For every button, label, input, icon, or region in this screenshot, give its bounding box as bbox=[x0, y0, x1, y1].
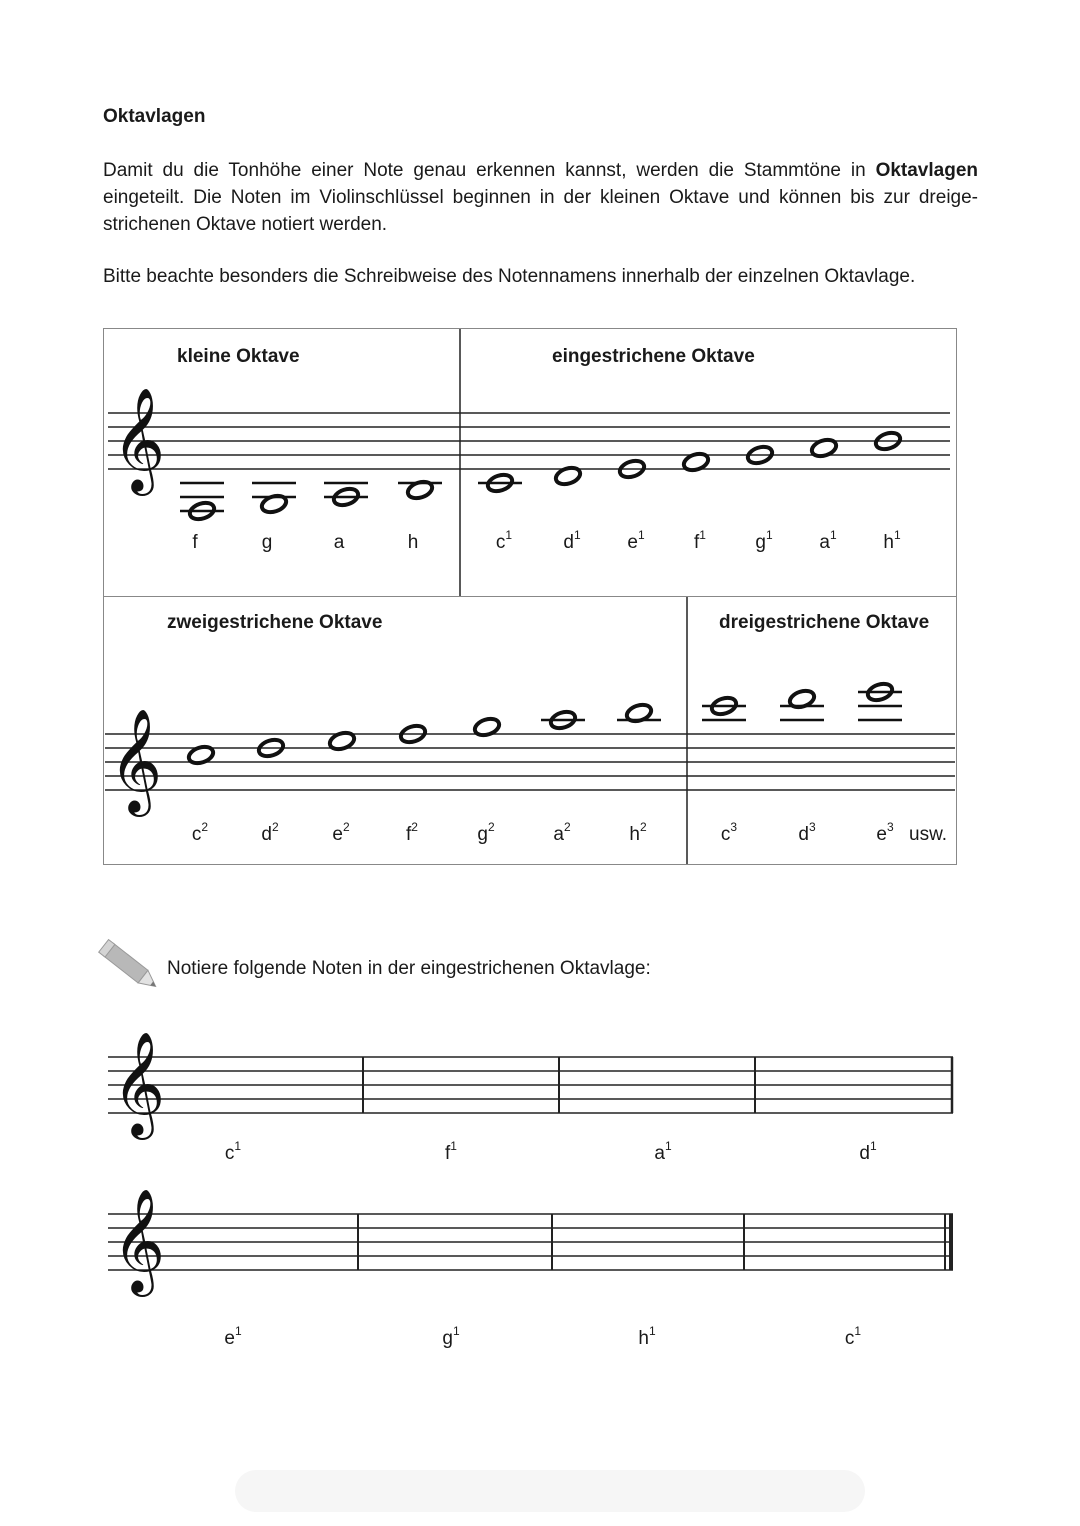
intro-text-start: Damit du die Tonhöhe einer Note genau erkennen kannst, werden die Stammtöne in bbox=[103, 160, 876, 181]
pencil-icon bbox=[99, 940, 161, 993]
table-bottom-frame bbox=[104, 597, 957, 865]
notes-layer bbox=[180, 430, 902, 766]
hint-paragraph: Bitte beachte besonders die Schreibweise des Notennamens innerhalb der einzelnen Oktavlage. bbox=[103, 266, 916, 287]
note-label-e1 bbox=[627, 528, 645, 553]
note-label-c3 bbox=[721, 820, 738, 845]
note-label-h2 bbox=[629, 820, 647, 845]
note-label-g1 bbox=[442, 1324, 460, 1349]
note-label-c2 bbox=[192, 820, 209, 845]
note-label-e1 bbox=[224, 1324, 242, 1349]
octave-mark: 1 bbox=[869, 1139, 877, 1153]
note-name: a bbox=[553, 824, 564, 845]
note-label-d1 bbox=[563, 528, 581, 553]
whole-note-f bbox=[180, 483, 224, 522]
intro-text-end: eingeteilt. Die Noten im Violinschlüssel beginnen in der kleinen Oktave und können bis zur dreige-strichenen Oktave notiert werden. bbox=[103, 187, 978, 235]
octave-mark: 1 bbox=[699, 528, 706, 542]
note-name: e bbox=[332, 824, 343, 845]
note-label-f2 bbox=[406, 820, 418, 845]
octave-mark: 1 bbox=[648, 1324, 656, 1338]
octave-mark: 2 bbox=[201, 820, 209, 834]
staff-2 bbox=[105, 734, 955, 790]
note-name: g bbox=[477, 824, 488, 845]
note-label-d2 bbox=[261, 820, 279, 845]
note-label-e3 bbox=[876, 820, 894, 845]
note-name: d bbox=[859, 1143, 870, 1164]
note-name: d bbox=[798, 824, 809, 845]
octave-mark: 1 bbox=[450, 1139, 457, 1153]
note-label-g1 bbox=[755, 528, 773, 553]
note-name: a bbox=[654, 1143, 665, 1164]
note-name: c bbox=[224, 1143, 235, 1164]
note-name: h bbox=[407, 532, 419, 553]
octave-mark: 2 bbox=[411, 820, 418, 834]
octave-mark: 1 bbox=[893, 528, 901, 542]
whole-note-c3 bbox=[702, 695, 746, 720]
whole-note-d3 bbox=[780, 688, 824, 720]
octave-mark: 1 bbox=[637, 528, 645, 542]
title-dreigestrichene-oktave: dreigestrichene Oktave bbox=[719, 612, 930, 633]
note-name: g bbox=[261, 532, 273, 553]
note-name: g bbox=[442, 1328, 453, 1349]
table-top-frame bbox=[104, 329, 957, 597]
labels-layer bbox=[192, 528, 947, 1349]
note-label-h1 bbox=[638, 1324, 656, 1349]
octave-mark: 1 bbox=[854, 1324, 862, 1338]
whole-note-a bbox=[324, 483, 368, 508]
title-eingestrichene-oktave: eingestrichene Oktave bbox=[552, 346, 755, 367]
whole-note-e3 bbox=[858, 681, 902, 720]
page-title: Oktavlagen bbox=[103, 106, 206, 127]
octave-mark: 1 bbox=[234, 1139, 242, 1153]
note-label-a bbox=[334, 532, 345, 553]
note-label-h bbox=[408, 532, 419, 553]
octave-mark: 1 bbox=[765, 528, 773, 542]
octave-mark: 1 bbox=[829, 528, 837, 542]
whole-note-c1 bbox=[478, 472, 522, 494]
note-name: h bbox=[629, 824, 640, 845]
title-zweigestrichene-oktave: zweigestrichene Oktave bbox=[167, 612, 383, 633]
note-label-f bbox=[192, 532, 198, 553]
note-label-d1 bbox=[859, 1139, 877, 1164]
note-name: a bbox=[819, 532, 830, 553]
octave-mark: 3 bbox=[808, 820, 816, 834]
whole-note-h bbox=[398, 479, 442, 501]
note-label-c1 bbox=[225, 1139, 242, 1164]
note-name: f bbox=[694, 532, 700, 553]
whole-note-a2 bbox=[541, 709, 585, 731]
note-label-c1 bbox=[496, 528, 513, 553]
note-name: e bbox=[876, 824, 887, 845]
note-label-a1 bbox=[654, 1139, 672, 1164]
note-label-f1 bbox=[694, 528, 706, 553]
note-label-g bbox=[262, 532, 273, 553]
note-label-h1 bbox=[883, 528, 901, 553]
note-label-e2 bbox=[332, 820, 350, 845]
note-name: h bbox=[883, 532, 894, 553]
exercise-staff-2 bbox=[108, 1214, 953, 1270]
octave-mark: 1 bbox=[452, 1324, 460, 1338]
exercise-instruction: Notiere folgende Noten in der eingestrichenen Oktavlage: bbox=[167, 958, 651, 979]
octave-mark: 3 bbox=[730, 820, 738, 834]
octave-mark: 1 bbox=[234, 1324, 242, 1338]
note-name: f bbox=[192, 532, 198, 553]
whole-note-h2 bbox=[617, 702, 661, 724]
note-label-d3 bbox=[798, 820, 816, 845]
octave-mark: 2 bbox=[563, 820, 571, 834]
treble-clef-icon: 𝄞 bbox=[109, 708, 163, 813]
note-name: f bbox=[445, 1143, 451, 1164]
whole-note-g bbox=[252, 483, 296, 515]
note-name: h bbox=[638, 1328, 649, 1349]
octave-mark: 2 bbox=[487, 820, 495, 834]
usw-label: usw. bbox=[909, 824, 948, 845]
octave-table bbox=[104, 329, 957, 865]
note-name: c bbox=[720, 824, 731, 845]
octave-mark: 2 bbox=[271, 820, 279, 834]
treble-clef-icon: 𝄞 bbox=[112, 387, 166, 492]
note-name: c bbox=[495, 532, 506, 553]
note-label-g2 bbox=[477, 820, 495, 845]
note-name: d bbox=[261, 824, 272, 845]
note-name: a bbox=[333, 532, 345, 553]
note-name: d bbox=[563, 532, 574, 553]
note-label-f1 bbox=[445, 1139, 457, 1164]
note-label-a2 bbox=[553, 820, 571, 845]
note-name: c bbox=[844, 1328, 855, 1349]
note-name: c bbox=[191, 824, 202, 845]
octave-mark: 2 bbox=[342, 820, 350, 834]
intro-bold-term: Oktavlagen bbox=[875, 160, 978, 181]
treble-clef-icon: 𝄞 bbox=[112, 1031, 166, 1136]
treble-clef-icon: 𝄞 bbox=[112, 1188, 166, 1293]
exercise-staff-1 bbox=[108, 1057, 953, 1113]
note-name: f bbox=[406, 824, 412, 845]
octave-mark: 2 bbox=[639, 820, 647, 834]
note-label-c1 bbox=[845, 1324, 862, 1349]
title-kleine-oktave: kleine Oktave bbox=[177, 346, 300, 367]
octave-mark: 3 bbox=[886, 820, 894, 834]
note-name: e bbox=[627, 532, 638, 553]
note-name: e bbox=[224, 1328, 235, 1349]
octave-mark: 1 bbox=[573, 528, 581, 542]
note-label-a1 bbox=[819, 528, 837, 553]
octave-mark: 1 bbox=[505, 528, 513, 542]
note-name: g bbox=[755, 532, 766, 553]
octave-mark: 1 bbox=[664, 1139, 672, 1153]
